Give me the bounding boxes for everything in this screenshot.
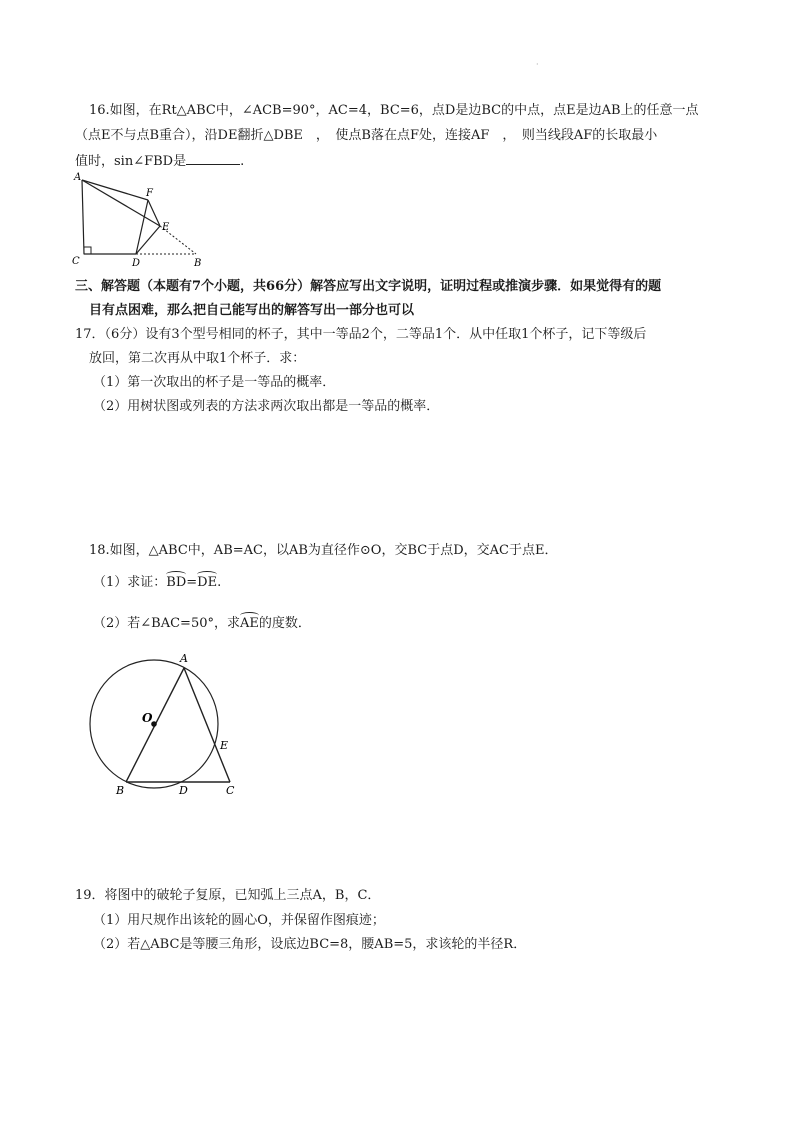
q18-item1-text: （1）求证：	[93, 575, 167, 590]
q17-line2: 放回，第二次再从中取1个杯子．求：	[89, 351, 306, 366]
q19-item2: （2）若△ABC是等腰三角形，设底边BC=8，腰AB=5，求该轮的半径R．	[93, 937, 527, 952]
label-c: C	[226, 784, 235, 797]
label-o: O	[142, 711, 153, 725]
label-e: E	[220, 739, 229, 752]
right-angle-mark	[84, 247, 91, 254]
q16-line2: （点E不与点B重合），沿DE翻折△DBE ， 使点B落在点F处，连接AF ， 则当线段AF的长取最小	[75, 128, 658, 143]
q16-line1: 16.如图，在Rt△ABC中，∠ACB=90°，AC=4，BC=6，点D是边BC的中点，点E是边AB上的任意一点	[89, 103, 699, 118]
q17-item1: （1）第一次取出的杯子是一等品的概率．	[93, 375, 336, 390]
q18-item2-end: 的度数．	[258, 616, 311, 631]
header-mark: ·	[536, 60, 539, 69]
label-a: A	[74, 172, 82, 183]
segment-ac	[184, 668, 230, 782]
label-b: B	[194, 258, 202, 269]
label-a: A	[180, 652, 188, 665]
label-b: B	[116, 784, 125, 797]
q17-item2: （2）用树状图或列表的方法求两次取出都是一等品的概率．	[93, 399, 440, 414]
q16-line3	[75, 152, 244, 170]
section3-line1: 三、解答题（本题有7个小题，共66分）解答应写出文字说明，证明过程或推演步骤．如果觉得有的题	[75, 279, 662, 294]
q18-item2	[93, 612, 311, 632]
q16-figure	[70, 170, 210, 270]
label-c: C	[72, 256, 80, 267]
q17-line1: 17．（6分）设有3个型号相同的杯子，其中一等品2个，二等品1个．从中任取1个杯子，记下等级后	[75, 327, 647, 342]
label-e: E	[162, 222, 170, 233]
segment-af	[82, 180, 148, 200]
arc-de: DE	[197, 571, 217, 591]
segment-ae	[82, 180, 160, 226]
segment-fd	[136, 200, 148, 254]
q19-line1: 19．将图中的破轮子复原，已知弧上三点A，B，C．	[75, 888, 381, 903]
q18-item1	[93, 571, 221, 591]
q18-figure	[80, 648, 250, 800]
section3-line2: 目有点困难，那么把自己能写出的解答写出一部分也可以	[89, 303, 415, 318]
arc-ae: AE	[240, 612, 259, 632]
q18-line1: 18.如图，△ABC中，AB=AC，以AB为直径作⊙O，交BC于点D，交AC于点E．	[89, 543, 558, 558]
q19-item1: （1）用尺规作出该轮的圆心O，并保留作图痕迹；	[93, 913, 385, 928]
q16-line3-end: .	[240, 154, 245, 169]
equals-sign: =	[186, 575, 198, 590]
answer-blank	[186, 152, 240, 165]
label-d: D	[132, 258, 141, 269]
label-d: D	[179, 784, 188, 797]
q18-item1-end: .	[217, 575, 222, 590]
arc-bd: BD	[166, 571, 186, 591]
label-f: F	[146, 188, 153, 199]
q16-line3-text: 值时，sin∠FBD是	[75, 154, 187, 169]
segment-ac	[82, 180, 84, 254]
q18-item2-text: （2）若∠BAC=50°，求	[93, 616, 240, 631]
